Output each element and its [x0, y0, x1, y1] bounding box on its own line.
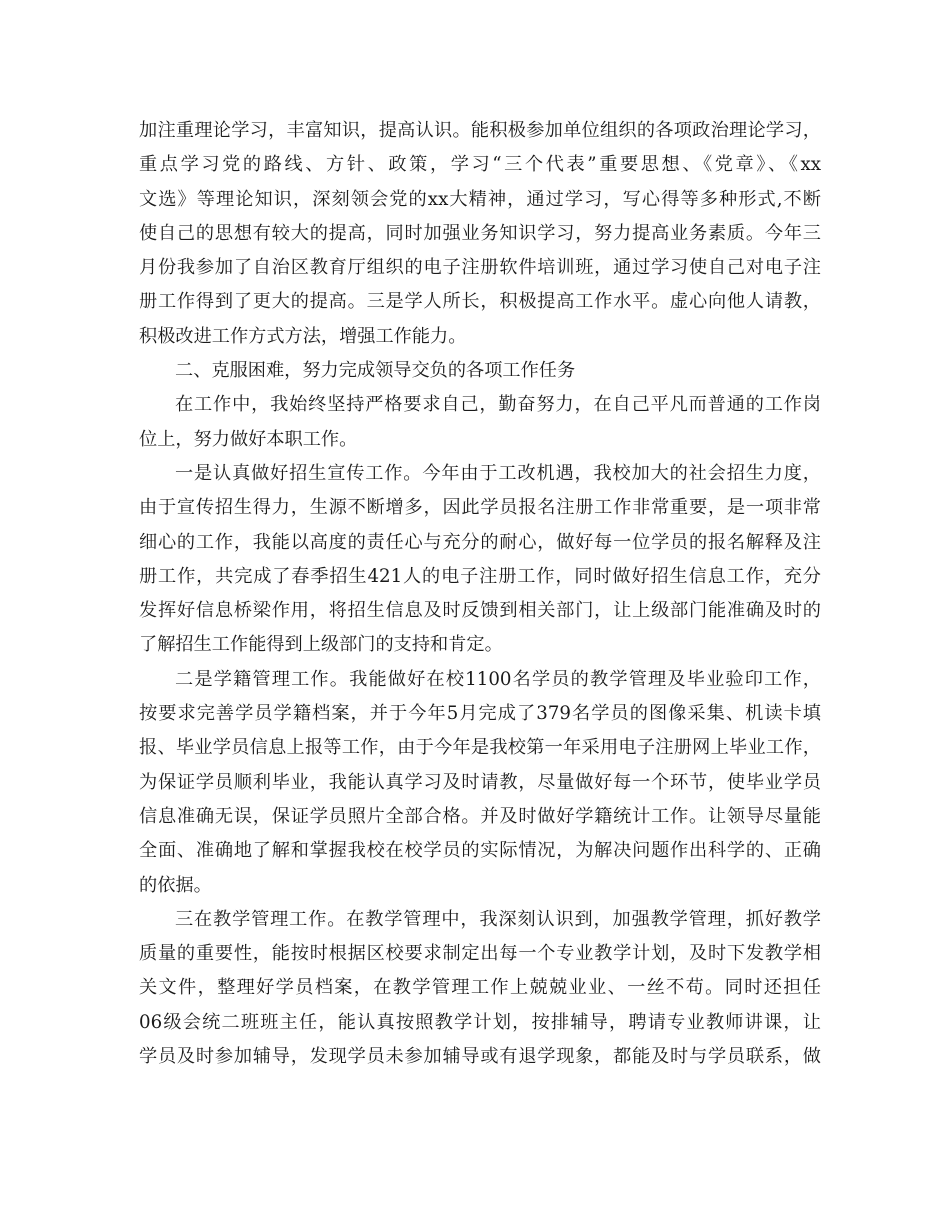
text-line: 由于宣传招生得力，生源不断增多，因此学员报名注册工作非常重要，是一项非常: [139, 497, 821, 519]
text-line: 二、克服困难，努力完成领导交负的各项工作任务: [175, 360, 576, 382]
text-line: 使自己的思想有较大的提高，同时加强业务知识学习，努力提高业务素质。今年三: [139, 222, 821, 244]
text-line: 了解招生工作能得到上级部门的支持和肯定。: [139, 634, 503, 656]
body-text: [139, 114, 821, 1074]
text-line: 月份我参加了自治区教育厅组织的电子注册软件培训班，通过学习使自己对电子注: [139, 257, 821, 279]
text-line: 发挥好信息桥梁作用，将招生信息及时反馈到相关部门，让上级部门能准确及时的: [139, 600, 821, 622]
text-line: 细心的工作，我能以高度的责任心与充分的耐心，做好每一位学员的报名解释及注: [139, 531, 821, 553]
text-line: 册工作，共完成了春季招生421人的电子注册工作，同时做好招生信息工作，充分: [139, 565, 821, 587]
text-line: 位上，努力做好本职工作。: [139, 428, 358, 450]
text-line: 文选》等理论知识，深刻领会党的xx大精神，通过学习，写心得等多种形式,不断: [139, 188, 821, 210]
text-line: 报、毕业学员信息上报等工作，由于今年是我校第一年采用电子注册网上毕业工作，: [139, 737, 821, 759]
text-line: 一是认真做好招生宣传工作。今年由于工改机遇，我校加大的社会招生力度，: [175, 462, 821, 484]
text-line: 积极改进工作方式方法，增强工作能力。: [139, 325, 467, 347]
text-line: 二是学籍管理工作。我能做好在校1100名学员的教学管理及毕业验印工作，: [175, 668, 821, 690]
text-line: 质量的重要性，能按时根据区校要求制定出每一个专业教学计划，及时下发教学相: [139, 943, 821, 965]
text-line: 信息准确无误，保证学员照片全部合格。并及时做好学籍统计工作。让领导尽量能: [139, 805, 821, 827]
text-line: 学员及时参加辅导，发现学员未参加辅导或有退学现象，都能及时与学员联系，做: [139, 1046, 821, 1068]
text-line: 重点学习党的路线、方针、政策，学习“三个代表”重要思想、《党章》、《xx: [139, 154, 821, 176]
text-line: 三在教学管理工作。在教学管理中，我深刻认识到，加强教学管理，抓好教学: [175, 908, 821, 930]
text-line: 的依据。: [139, 874, 212, 896]
text-line: 册工作得到了更大的提高。三是学人所长，积极提高工作水平。虚心向他人请教，: [139, 291, 821, 313]
text-line: 加注重理论学习，丰富知识，提高认识。能积极参加单位组织的各项政治理论学习，: [139, 120, 821, 141]
text-line: 06级会统二班班主任，能认真按照教学计划，按排辅导，聘请专业教师讲课，让: [139, 1011, 821, 1033]
text-line: 在工作中，我始终坚持严格要求自己，勤奋努力，在自己平凡而普通的工作岗: [175, 394, 821, 416]
text-line: 关文件，整理好学员档案，在教学管理工作上兢兢业业、一丝不苟。同时还担任: [139, 977, 821, 999]
text-line: 按要求完善学员学籍档案，并于今年5月完成了379名学员的图像采集、机读卡填: [139, 703, 821, 725]
text-line: 全面、准确地了解和掌握我校在校学员的实际情况，为解决问题作出科学的、正确: [139, 840, 821, 862]
text-line: 为保证学员顺利毕业，我能认真学习及时请教，尽量做好每一个环节，使毕业学员: [139, 771, 821, 793]
